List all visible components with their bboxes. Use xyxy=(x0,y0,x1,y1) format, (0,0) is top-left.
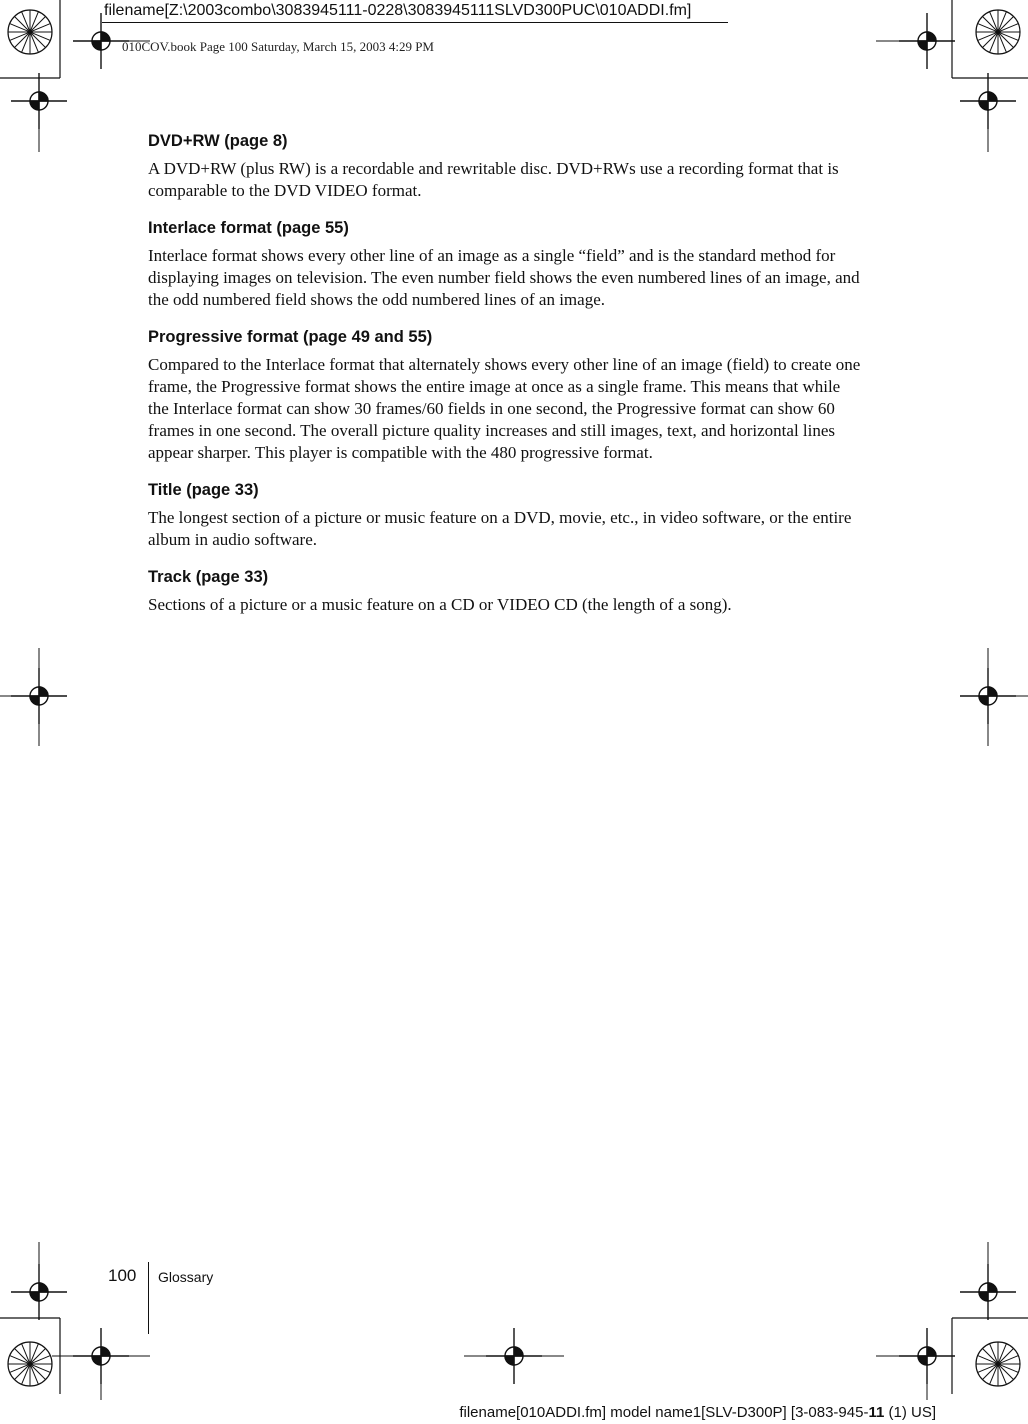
header-filename: filename[Z:\2003combo\3083945111-0228\3083945111SLVD300PUC\010ADDI.fm] xyxy=(104,2,692,19)
entry-heading-progressive: Progressive format (page 49 and 55) xyxy=(148,328,433,346)
entry-body-interlace: Interlace format shows every other line of an image as a single “field” and is the standard method for displaying images on television. The even number field shows the even numbered lines of an image, and the odd numbered field shows the odd numbered lines of an image. xyxy=(148,246,860,309)
footer-filename-suffix: (1) US] xyxy=(884,1404,936,1421)
footer-filename xyxy=(459,1404,936,1421)
footer-filename-bold: 11 xyxy=(868,1404,885,1421)
entry-body-progressive: Compared to the Interlace format that alternately shows every other line of an image (field) to create one frame, the Progressive format shows the entire image at once as a single frame. This means that while the Interlace format can show 30 frames/60 fields in one second, the Progressive format can show 60 frames in one second. The overall picture quality increases and still images, text, and horizontal lines appear sharper. This player is compatible with the 480 progressive format. xyxy=(148,355,861,462)
footer-divider xyxy=(148,1262,149,1334)
glossary-content xyxy=(148,130,862,631)
entry-heading-interlace: Interlace format (page 55) xyxy=(148,219,349,237)
page-number: 100 xyxy=(108,1266,137,1285)
footer-filename-prefix: filename[010ADDI.fm] model name1[SLV-D300P] [3-083-945- xyxy=(459,1404,869,1421)
entry-heading-title: Title (page 33) xyxy=(148,481,259,499)
entry-heading-dvd-rw: DVD+RW (page 8) xyxy=(148,132,288,150)
entry-body-track: Sections of a picture or a music feature on a CD or VIDEO CD (the length of a song). xyxy=(148,595,732,614)
entry-body-dvd-rw: A DVD+RW (plus RW) is a recordable and rewritable disc. DVD+RWs use a recording format that is comparable to the DVD VIDEO format. xyxy=(148,159,839,200)
entry-body-title: The longest section of a picture or music feature on a DVD, movie, etc., in video software, or the entire album in audio software. xyxy=(148,508,852,549)
entry-heading-track: Track (page 33) xyxy=(148,568,269,586)
section-label: Glossary xyxy=(158,1269,214,1285)
header-book-info: 010COV.book Page 100 Saturday, March 15, 2003 4:29 PM xyxy=(122,39,434,54)
